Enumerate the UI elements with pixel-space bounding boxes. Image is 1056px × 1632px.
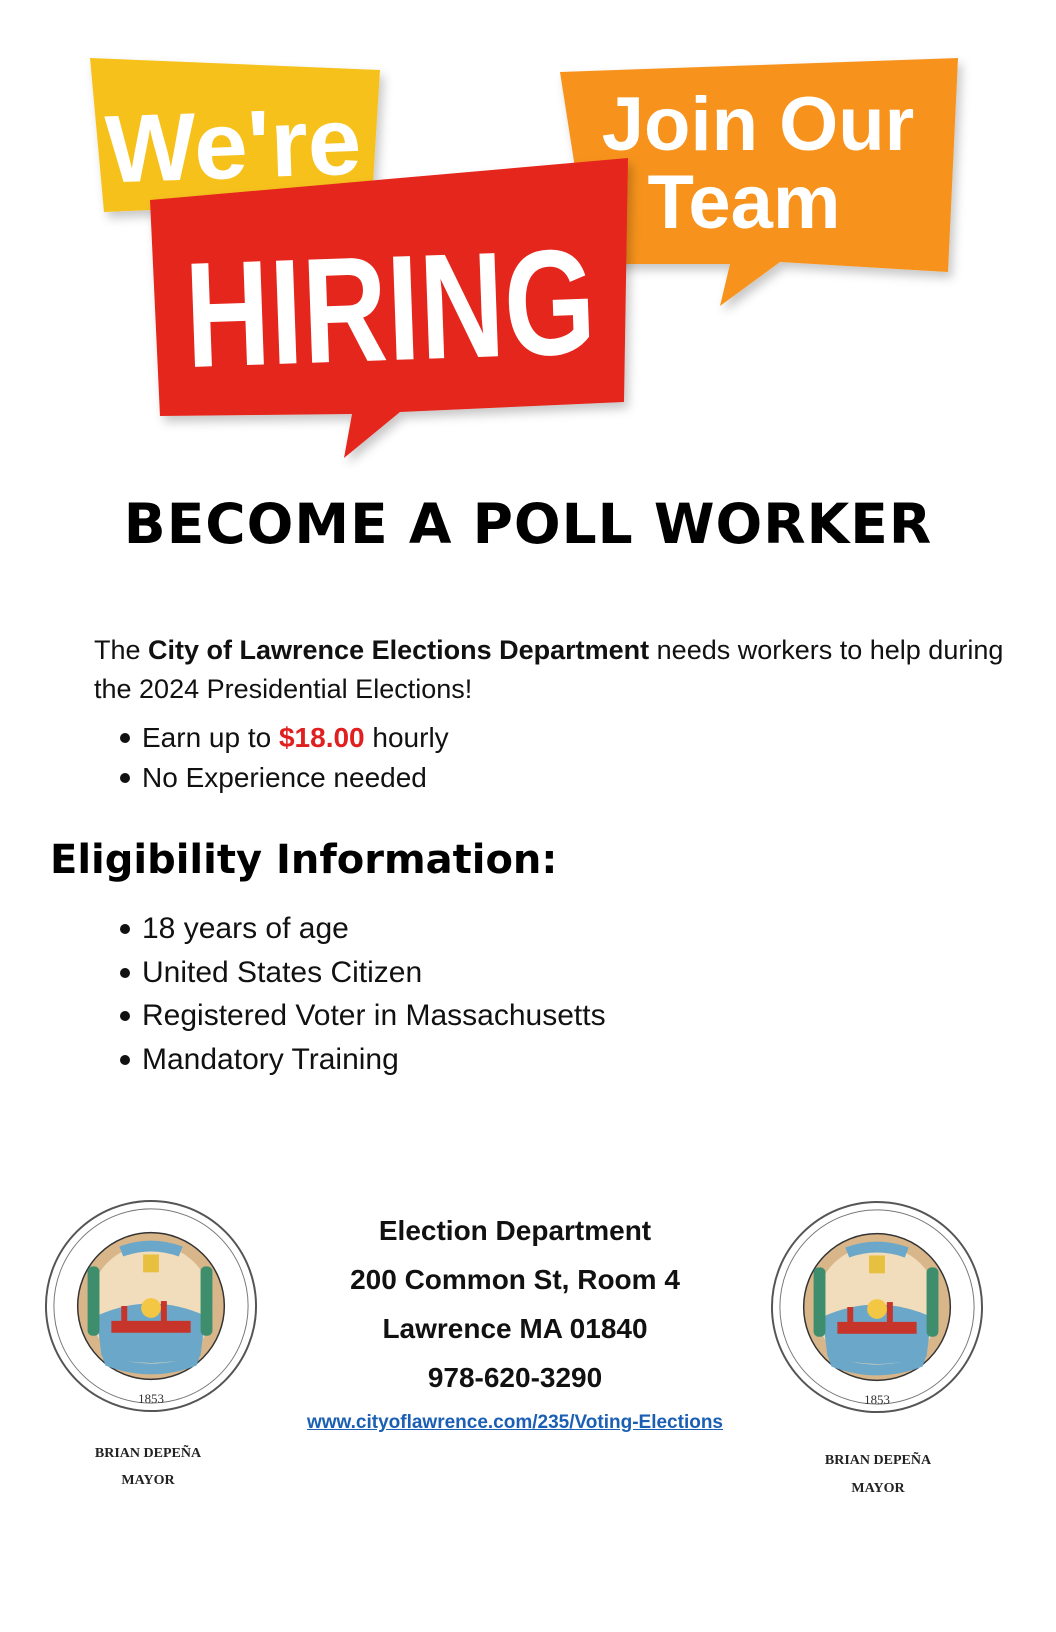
svg-text:1853	[864, 1393, 890, 1407]
mayor-name-right: BRIAN DEPEÑA	[824, 1453, 932, 1468]
svg-text:1853	[138, 1392, 164, 1406]
seal-year: 1853	[138, 1392, 164, 1407]
list-item: Registered Voter in Massachusetts	[118, 994, 606, 1038]
intro-post: needs workers to help during the 2024 Presidential Elections!	[94, 635, 1004, 704]
city-seal-right	[768, 1198, 986, 1416]
bubble-text-team: Team	[647, 160, 841, 245]
eligibility-list	[118, 907, 606, 1081]
list-item: Mandatory Training	[118, 1038, 606, 1082]
mayor-name-left: BRIAN DEPEÑA	[94, 1446, 202, 1461]
pay-pre: Earn up to	[142, 722, 279, 753]
contact-city: Lawrence MA 01840	[382, 1313, 648, 1344]
eligibility-heading: Eligibility Information:	[50, 837, 558, 883]
list-item	[118, 718, 449, 758]
intro-paragraph	[94, 631, 1014, 709]
contact-street: 200 Common St, Room 4	[350, 1264, 680, 1295]
city-seal-left	[42, 1197, 260, 1415]
list-item: United States Citizen	[118, 951, 606, 995]
mayor-title-left: MAYOR	[121, 1473, 175, 1488]
pay-amount: $18.00	[278, 722, 365, 753]
list-item: 18 years of age	[118, 907, 606, 951]
bubble-text-join-our: Join Our	[601, 82, 915, 167]
perks-list	[118, 718, 449, 798]
bubble-text-hiring: HIRING	[182, 212, 714, 400]
bubble-text-were: We're	[103, 87, 363, 204]
pay-post: hourly	[364, 722, 449, 753]
intro-pre: The	[94, 635, 149, 665]
hiring-banner	[0, 0, 1056, 470]
list-item: No Experience needed	[118, 758, 449, 798]
voting-elections-link[interactable]: www.cityoflawrence.com/235/Voting-Elections	[307, 1412, 723, 1433]
intro-org: City of Lawrence Elections Department	[148, 635, 650, 665]
mayor-title-right: MAYOR	[851, 1481, 905, 1496]
seal-year: 1853	[864, 1393, 890, 1408]
page-title: BECOME A POLL WORKER	[123, 492, 933, 556]
contact-department: Election Department	[378, 1215, 652, 1246]
contact-phone: 978-620-3290	[427, 1362, 603, 1393]
